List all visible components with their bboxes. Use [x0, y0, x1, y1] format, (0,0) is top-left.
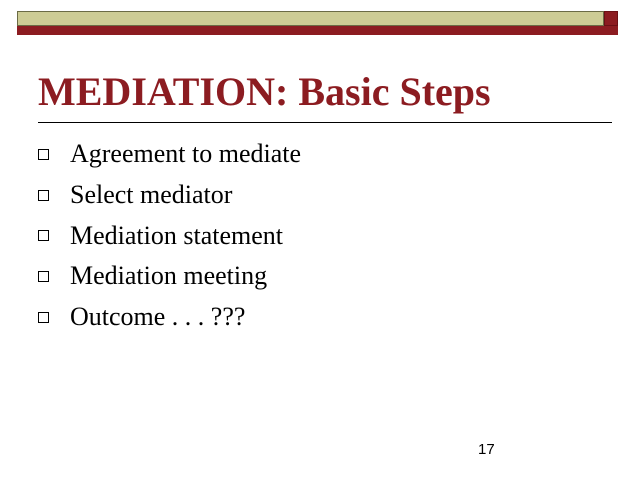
page-number: 17	[478, 441, 495, 458]
square-bullet-icon	[38, 312, 49, 323]
bullet-item	[38, 215, 301, 256]
bullet-text: Agreement to mediate	[70, 139, 302, 169]
square-bullet-icon	[38, 149, 49, 160]
bullet-text: Select mediator	[70, 180, 233, 210]
bullet-item	[38, 297, 301, 338]
bullet-text: Mediation statement	[70, 220, 284, 250]
square-bullet-icon	[38, 230, 49, 241]
header-band-maroon-block	[604, 11, 618, 26]
bullet-item	[38, 256, 301, 297]
bullet-item	[38, 134, 301, 175]
header-band-tan	[17, 11, 604, 26]
bullet-item	[38, 175, 301, 216]
title-underline	[38, 122, 612, 123]
bullet-text: Mediation meeting	[70, 261, 268, 291]
square-bullet-icon	[38, 190, 49, 201]
square-bullet-icon	[38, 271, 49, 282]
bullet-text: Outcome . . . ???	[70, 302, 246, 332]
slide-title: MEDIATION: Basic Steps	[38, 69, 491, 114]
bullet-list	[38, 134, 301, 337]
header-band	[17, 11, 618, 35]
